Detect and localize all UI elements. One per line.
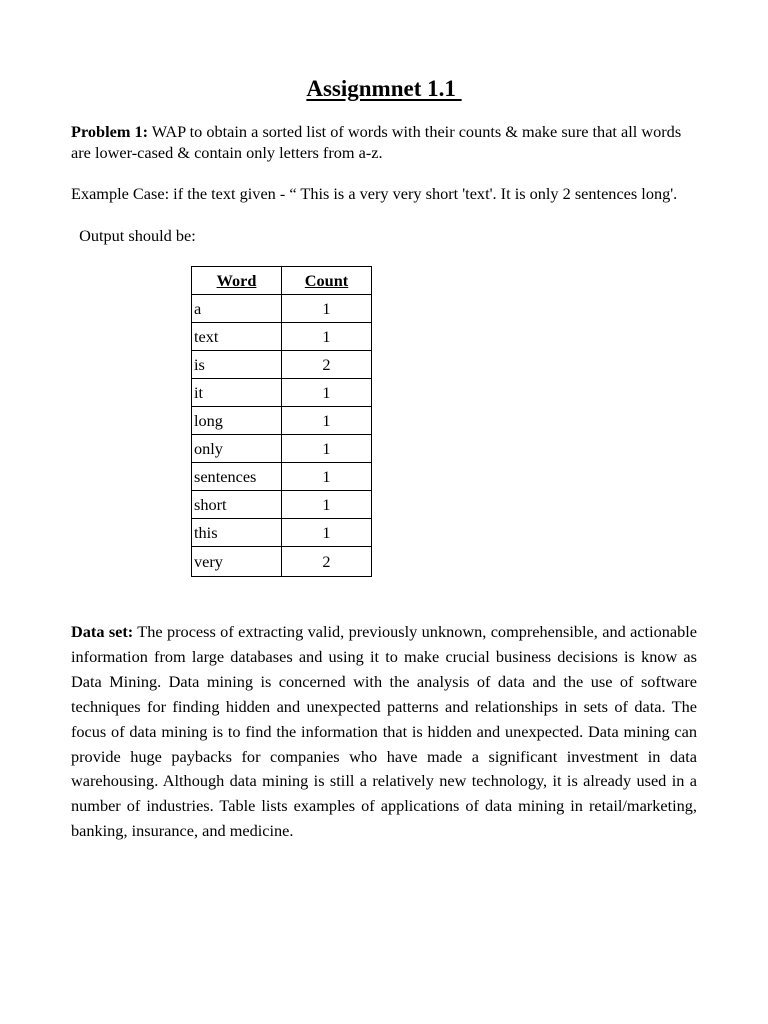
- word-cell: sentences: [192, 463, 282, 491]
- table-row: [192, 351, 372, 379]
- problem-statement: [71, 121, 697, 163]
- word-cell: text: [192, 323, 282, 351]
- header-word: Word: [192, 267, 282, 295]
- table-row: [192, 295, 372, 323]
- dataset-label: Data set:: [71, 622, 134, 641]
- table-row: [192, 407, 372, 435]
- count-cell: 1: [282, 407, 372, 435]
- count-cell: 1: [282, 379, 372, 407]
- count-cell: 1: [282, 295, 372, 323]
- table-row: [192, 379, 372, 407]
- count-cell: 1: [282, 463, 372, 491]
- count-cell: 1: [282, 519, 372, 547]
- count-cell: 2: [282, 351, 372, 379]
- dataset-text: The process of extracting valid, previously unknown, comprehensible, and actionable information from large databases and using it to make crucial business decisions is know as Data Mining. Data mining is concerned with the analysis of data and the use of software techniques for finding hidden and unexpected patterns and relationships in sets of data. The focus of data mining is to find the information that is hidden and unexpected. Data mining can provide huge paybacks for companies who have made a significant investment in data warehousing. Although data mining is still a relatively new technology, it is already used in a number of industries. Table lists examples of applications of data mining in retail/marketing, banking, insurance, and medicine.: [71, 622, 697, 841]
- word-cell: short: [192, 491, 282, 519]
- table-row: [192, 519, 372, 547]
- word-cell: only: [192, 435, 282, 463]
- word-count-table: [191, 266, 372, 577]
- dataset-paragraph: [71, 620, 697, 844]
- problem-label: Problem 1:: [71, 122, 149, 141]
- word-cell: this: [192, 519, 282, 547]
- word-cell: long: [192, 407, 282, 435]
- count-cell: 2: [282, 547, 372, 577]
- table-header-row: [192, 267, 372, 295]
- word-cell: it: [192, 379, 282, 407]
- page-title: Assignmnet 1.1: [306, 76, 462, 101]
- header-count: Count: [282, 267, 372, 295]
- table-row: [192, 323, 372, 351]
- example-case: Example Case: if the text given - “ This is a very very short 'text'. It is only 2 sentences long'.: [71, 184, 678, 203]
- table-row: [192, 463, 372, 491]
- table-row: [192, 435, 372, 463]
- count-cell: 1: [282, 491, 372, 519]
- problem-text: WAP to obtain a sorted list of words with their counts & make sure that all words are lower-cased & contain only letters from a-z.: [71, 122, 682, 162]
- output-label: Output should be:: [75, 226, 196, 245]
- table-row: [192, 547, 372, 577]
- count-cell: 1: [282, 323, 372, 351]
- count-cell: 1: [282, 435, 372, 463]
- word-cell: very: [192, 547, 282, 577]
- table-row: [192, 491, 372, 519]
- word-cell: is: [192, 351, 282, 379]
- word-cell: a: [192, 295, 282, 323]
